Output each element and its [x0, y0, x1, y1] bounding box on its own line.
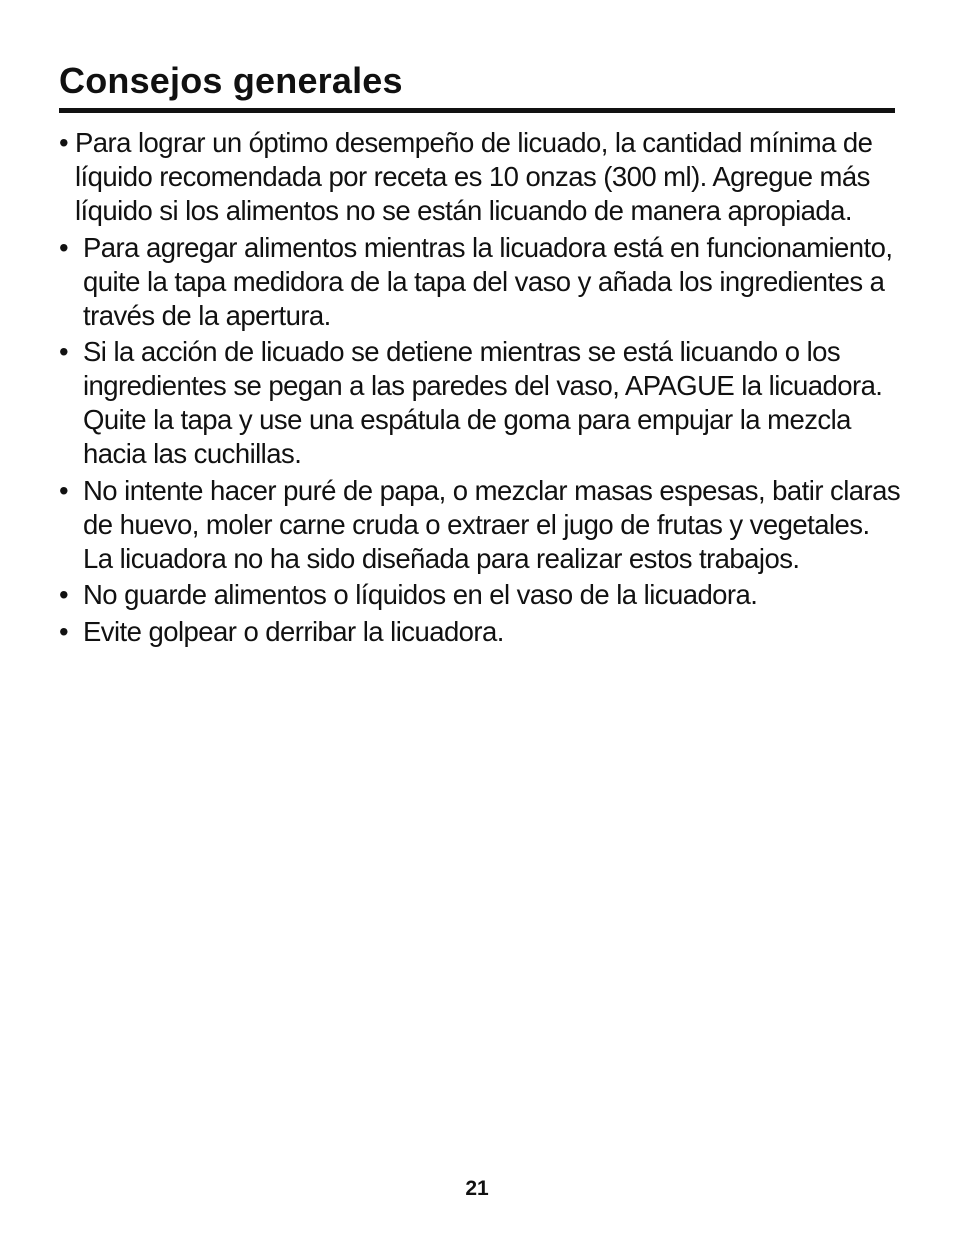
tip-text: Para agregar alimentos mientras la licuadora está en funcionamiento, quite la tapa medidora de la tapa del vaso y añada los ingredientes a través de la apertura.	[83, 231, 893, 331]
tip-item	[59, 126, 905, 228]
tip-item	[59, 335, 905, 471]
tips-list	[59, 126, 905, 651]
bullet-icon: •	[59, 336, 69, 367]
tip-text: Evite golpear o derribar la licuadora.	[83, 615, 504, 647]
tip-item	[59, 578, 905, 612]
tip-text: Si la acción de licuado se detiene mientras se está licuando o los ingredientes se pegan a las paredes del vaso, APAGUE la licuadora. Quite la tapa y use una espátula de goma para empujar la mezcla hacia las cuchillas.	[83, 336, 883, 469]
tip-text: Para lograr un óptimo desempeño de licuado, la cantidad mínima de líquido recomendada por receta es 10 onzas (300 ml). Agregue más líquido si los alimentos no se están licuando de manera apropiada.	[75, 127, 873, 226]
page-number: 21	[465, 1177, 489, 1200]
tip-item	[59, 474, 905, 576]
bullet-icon: •	[59, 474, 69, 506]
tip-item	[59, 615, 905, 649]
tip-item	[59, 231, 905, 333]
bullet-icon: •	[59, 615, 69, 647]
title-divider	[59, 108, 895, 113]
bullet-icon: •	[59, 127, 69, 158]
bullet-icon: •	[59, 579, 69, 610]
tip-text: No intente hacer puré de papa, o mezclar masas espesas, batir claras de huevo, moler carne cruda o extraer el jugo de frutas y vegetales. La licuadora no ha sido diseñada para realizar estos trabajos.	[83, 474, 901, 574]
tip-text: No guarde alimentos o líquidos en el vaso de la licuadora.	[83, 579, 758, 610]
page-title: Consejos generales	[59, 60, 403, 101]
bullet-icon: •	[59, 231, 69, 263]
